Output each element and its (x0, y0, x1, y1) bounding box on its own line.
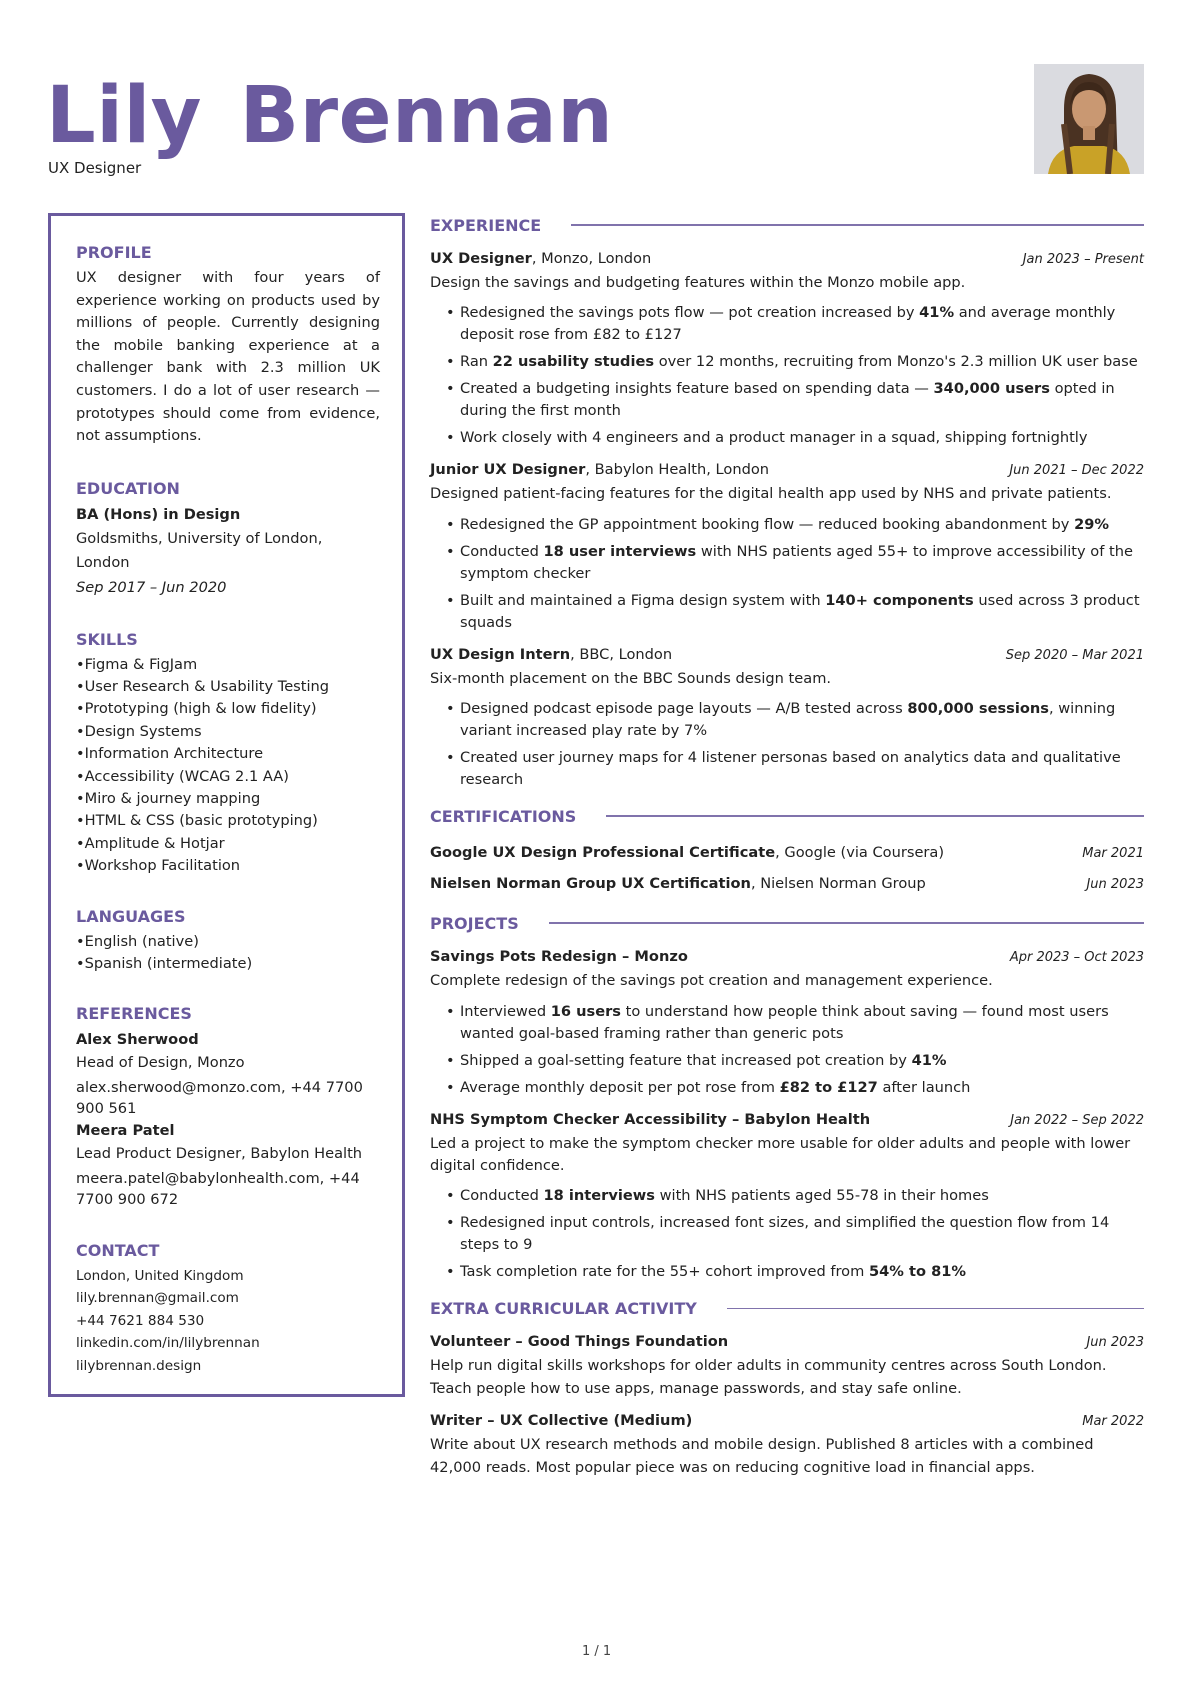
candidate-name: Lily Brennan (46, 71, 614, 161)
skill-item: • Workshop Facilitation (76, 855, 380, 877)
section-divider (549, 922, 1144, 924)
section-header (430, 912, 1144, 934)
contact-heading: CONTACT (76, 1240, 160, 1260)
certification-item (430, 838, 1144, 869)
education-section (76, 478, 380, 601)
project-description: Complete redesign of the savings pot creation and management experience. (430, 972, 993, 990)
projects-heading: PROJECTS (430, 913, 519, 933)
references-heading: REFERENCES (76, 1004, 192, 1024)
activity-title: Volunteer – Good Things Foundation (430, 1333, 729, 1351)
contact-section (76, 1240, 380, 1378)
job-role: UX Designer (430, 250, 532, 267)
contact-phone: +44 7621 884 530 (76, 1312, 205, 1329)
achievement-bullet: • Created a budgeting insights feature based on spending data — 340,000 users opted in during the first month (446, 378, 1144, 422)
sidebar (48, 213, 405, 1397)
achievement-bullet: • Redesigned the GP appointment booking flow — reduced booking abandonment by 29% (446, 514, 1144, 536)
profile-photo (1034, 64, 1144, 174)
skill-item: • Miro & journey mapping (76, 788, 380, 810)
skills-heading: SKILLS (76, 629, 138, 649)
experience-entry (430, 643, 1144, 791)
certification-name: Nielsen Norman Group UX Certification (430, 875, 751, 893)
extracurricular-heading: EXTRA CURRICULAR ACTIVITY (430, 1298, 697, 1318)
profile-heading: PROFILE (76, 243, 152, 262)
contact-linkedin[interactable]: linkedin.com/in/lilybrennan (76, 1335, 260, 1352)
language-item: • English (native) (76, 931, 380, 953)
project-entry (430, 1108, 1144, 1284)
reference-role: Head of Design, Monzo (76, 1054, 245, 1072)
certification-issuer: , Google (via Coursera) (775, 844, 945, 862)
job-dates: Sep 2020 – Mar 2021 (1005, 647, 1144, 663)
achievement-bullet: • Conducted 18 interviews with NHS patients aged 55-78 in their homes (446, 1185, 1144, 1207)
contact-website[interactable]: lilybrennan.design (76, 1357, 202, 1374)
languages-heading: LANGUAGES (76, 906, 186, 926)
section-header (430, 214, 1144, 236)
projects-section (430, 912, 1144, 1283)
achievement-bullet: • Designed podcast episode page layouts — A/B tested across 800,000 sessions, winning variant increased play rate by 7% (446, 698, 1144, 742)
experience-section (430, 214, 1144, 791)
languages-section (76, 906, 380, 976)
project-title: Savings Pots Redesign – Monzo (430, 948, 688, 966)
main-column (430, 214, 1144, 1488)
achievement-bullet: • Built and maintained a Figma design system with 140+ components used across 3 product squads (446, 590, 1144, 634)
certification-date: Jun 2023 (1086, 877, 1144, 893)
job-dates: Jun 2021 – Dec 2022 (1009, 463, 1144, 479)
skill-item: • Accessibility (WCAG 2.1 AA) (76, 766, 380, 788)
skills-section (76, 629, 380, 878)
section-header (430, 805, 1144, 827)
activity-date: Jun 2023 (1086, 1335, 1144, 1351)
certification-name: Google UX Design Professional Certificate (430, 844, 776, 862)
reference-role: Lead Product Designer, Babylon Health (76, 1145, 363, 1162)
job-description: Six-month placement on the BBC Sounds design team. (430, 669, 832, 687)
job-title: UX Designer (48, 159, 142, 177)
languages-list (76, 931, 380, 976)
skill-item: • Prototyping (high & low fidelity) (76, 698, 380, 720)
project-title: NHS Symptom Checker Accessibility – Babylon Health (430, 1110, 871, 1128)
language-item: • Spanish (intermediate) (76, 953, 380, 975)
achievement-bullet: • Created user journey maps for 4 listener personas based on analytics data and qualitative research (446, 747, 1144, 791)
extracurricular-section (430, 1297, 1144, 1479)
reference-name: Alex Sherwood (76, 1031, 199, 1049)
portrait-image-icon (1034, 64, 1144, 174)
skills-list (76, 654, 380, 878)
achievement-bullet: • Interviewed 16 users to understand how people think about saving — found most users wanted goal-based framing rather than generic pots (446, 1001, 1144, 1045)
reference-contact: meera.patel@babylonhealth.com, +44 7700 900 672 (76, 1169, 360, 1208)
section-divider (727, 1308, 1144, 1310)
activity-date: Mar 2022 (1082, 1414, 1144, 1430)
skill-item: • Design Systems (76, 721, 380, 743)
education-degree: BA (Hons) in Design (76, 505, 241, 523)
certification-item (430, 869, 1144, 900)
skill-item: • User Research & Usability Testing (76, 676, 380, 698)
job-dates: Jan 2023 – Present (1022, 252, 1144, 267)
activity-entry (430, 1330, 1144, 1400)
certifications-heading: CERTIFICATIONS (430, 806, 577, 826)
job-org: , Monzo, London (531, 250, 652, 267)
job-role: Junior UX Designer (430, 461, 586, 479)
job-org: , Babylon Health, London (585, 461, 770, 479)
achievement-bullet: • Redesigned the savings pots flow — pot creation increased by 41% and average monthly deposit rose from £82 to £127 (446, 302, 1144, 346)
activity-title: Writer – UX Collective (Medium) (430, 1412, 693, 1430)
project-description: Led a project to make the symptom checker more usable for older adults and people with lower digital confidence. (430, 1134, 1131, 1175)
job-org: , BBC, London (570, 645, 673, 663)
achievement-bullet: • Task completion rate for the 55+ cohort improved from 54% to 81% (446, 1261, 1144, 1283)
project-entry (430, 945, 1144, 1098)
achievement-bullet: • Average monthly deposit per pot rose from £82 to £127 after launch (446, 1077, 1144, 1099)
certification-date: Mar 2021 (1082, 846, 1144, 862)
skill-item: • Information Architecture (76, 743, 380, 765)
activity-description: Help run digital skills workshops for older adults in community centres across South London. Teach people how to use apps, manage passwords, and stay safe online. (430, 1357, 1107, 1397)
skill-item: • Figma & FigJam (76, 654, 380, 676)
certifications-section (430, 805, 1144, 900)
project-dates: Jan 2022 – Sep 2022 (1010, 1112, 1144, 1128)
page-number: 1 / 1 (582, 1644, 612, 1659)
experience-entry (430, 247, 1144, 449)
contact-email[interactable]: lily.brennan@gmail.com (76, 1290, 239, 1307)
skill-item: • HTML & CSS (basic prototyping) (76, 810, 380, 832)
section-divider (606, 815, 1144, 817)
project-dates: Apr 2023 – Oct 2023 (1009, 950, 1144, 966)
certification-issuer: , Nielsen Norman Group (750, 875, 926, 893)
experience-entry (430, 458, 1144, 633)
education-school: Goldsmiths, University of London, London (76, 529, 323, 572)
job-description: Designed patient-facing features for the digital health app used by NHS and private patients. (430, 485, 1112, 503)
section-header (430, 1297, 1144, 1319)
references-section (76, 1003, 380, 1209)
job-description: Design the savings and budgeting features within the Monzo mobile app. (430, 274, 966, 291)
education-dates: Sep 2017 – Jun 2020 (76, 578, 227, 596)
achievement-bullet: • Redesigned input controls, increased font sizes, and simplified the question flow from 14 steps to 9 (446, 1212, 1144, 1256)
profile-section (76, 242, 380, 448)
experience-heading: EXPERIENCE (430, 215, 542, 235)
contact-location: London, United Kingdom (76, 1267, 244, 1284)
activity-entry (430, 1409, 1144, 1479)
skill-item: • Amplitude & Hotjar (76, 833, 380, 855)
profile-summary: UX designer with four years of experience working on products used by millions of people. Currently designing the mobile banking experience at a challenger bank with 2.3 million UK customers. I do a lot of user research — prototypes should come from evidence, not assumptions. (76, 269, 380, 445)
job-role: UX Design Intern (430, 645, 571, 663)
achievement-bullet: • Work closely with 4 engineers and a product manager in a squad, shipping fortnightly (446, 427, 1144, 449)
achievement-bullet: • Ran 22 usability studies over 12 months, recruiting from Monzo's 2.3 million UK user base (446, 351, 1144, 373)
activity-description: Write about UX research methods and mobile design. Published 8 articles with a combined 42,000 reads. Most popular piece was on reducing cognitive load in financial apps. (430, 1436, 1094, 1476)
reference-name: Meera Patel (76, 1122, 175, 1139)
section-divider (571, 224, 1144, 226)
achievement-bullet: • Shipped a goal-setting feature that increased pot creation by 41% (446, 1050, 1144, 1072)
achievement-bullet: • Conducted 18 user interviews with NHS patients aged 55+ to improve accessibility of the symptom checker (446, 541, 1144, 585)
reference-contact: alex.sherwood@monzo.com, +44 7700 900 561 (76, 1079, 363, 1117)
education-heading: EDUCATION (76, 478, 180, 498)
